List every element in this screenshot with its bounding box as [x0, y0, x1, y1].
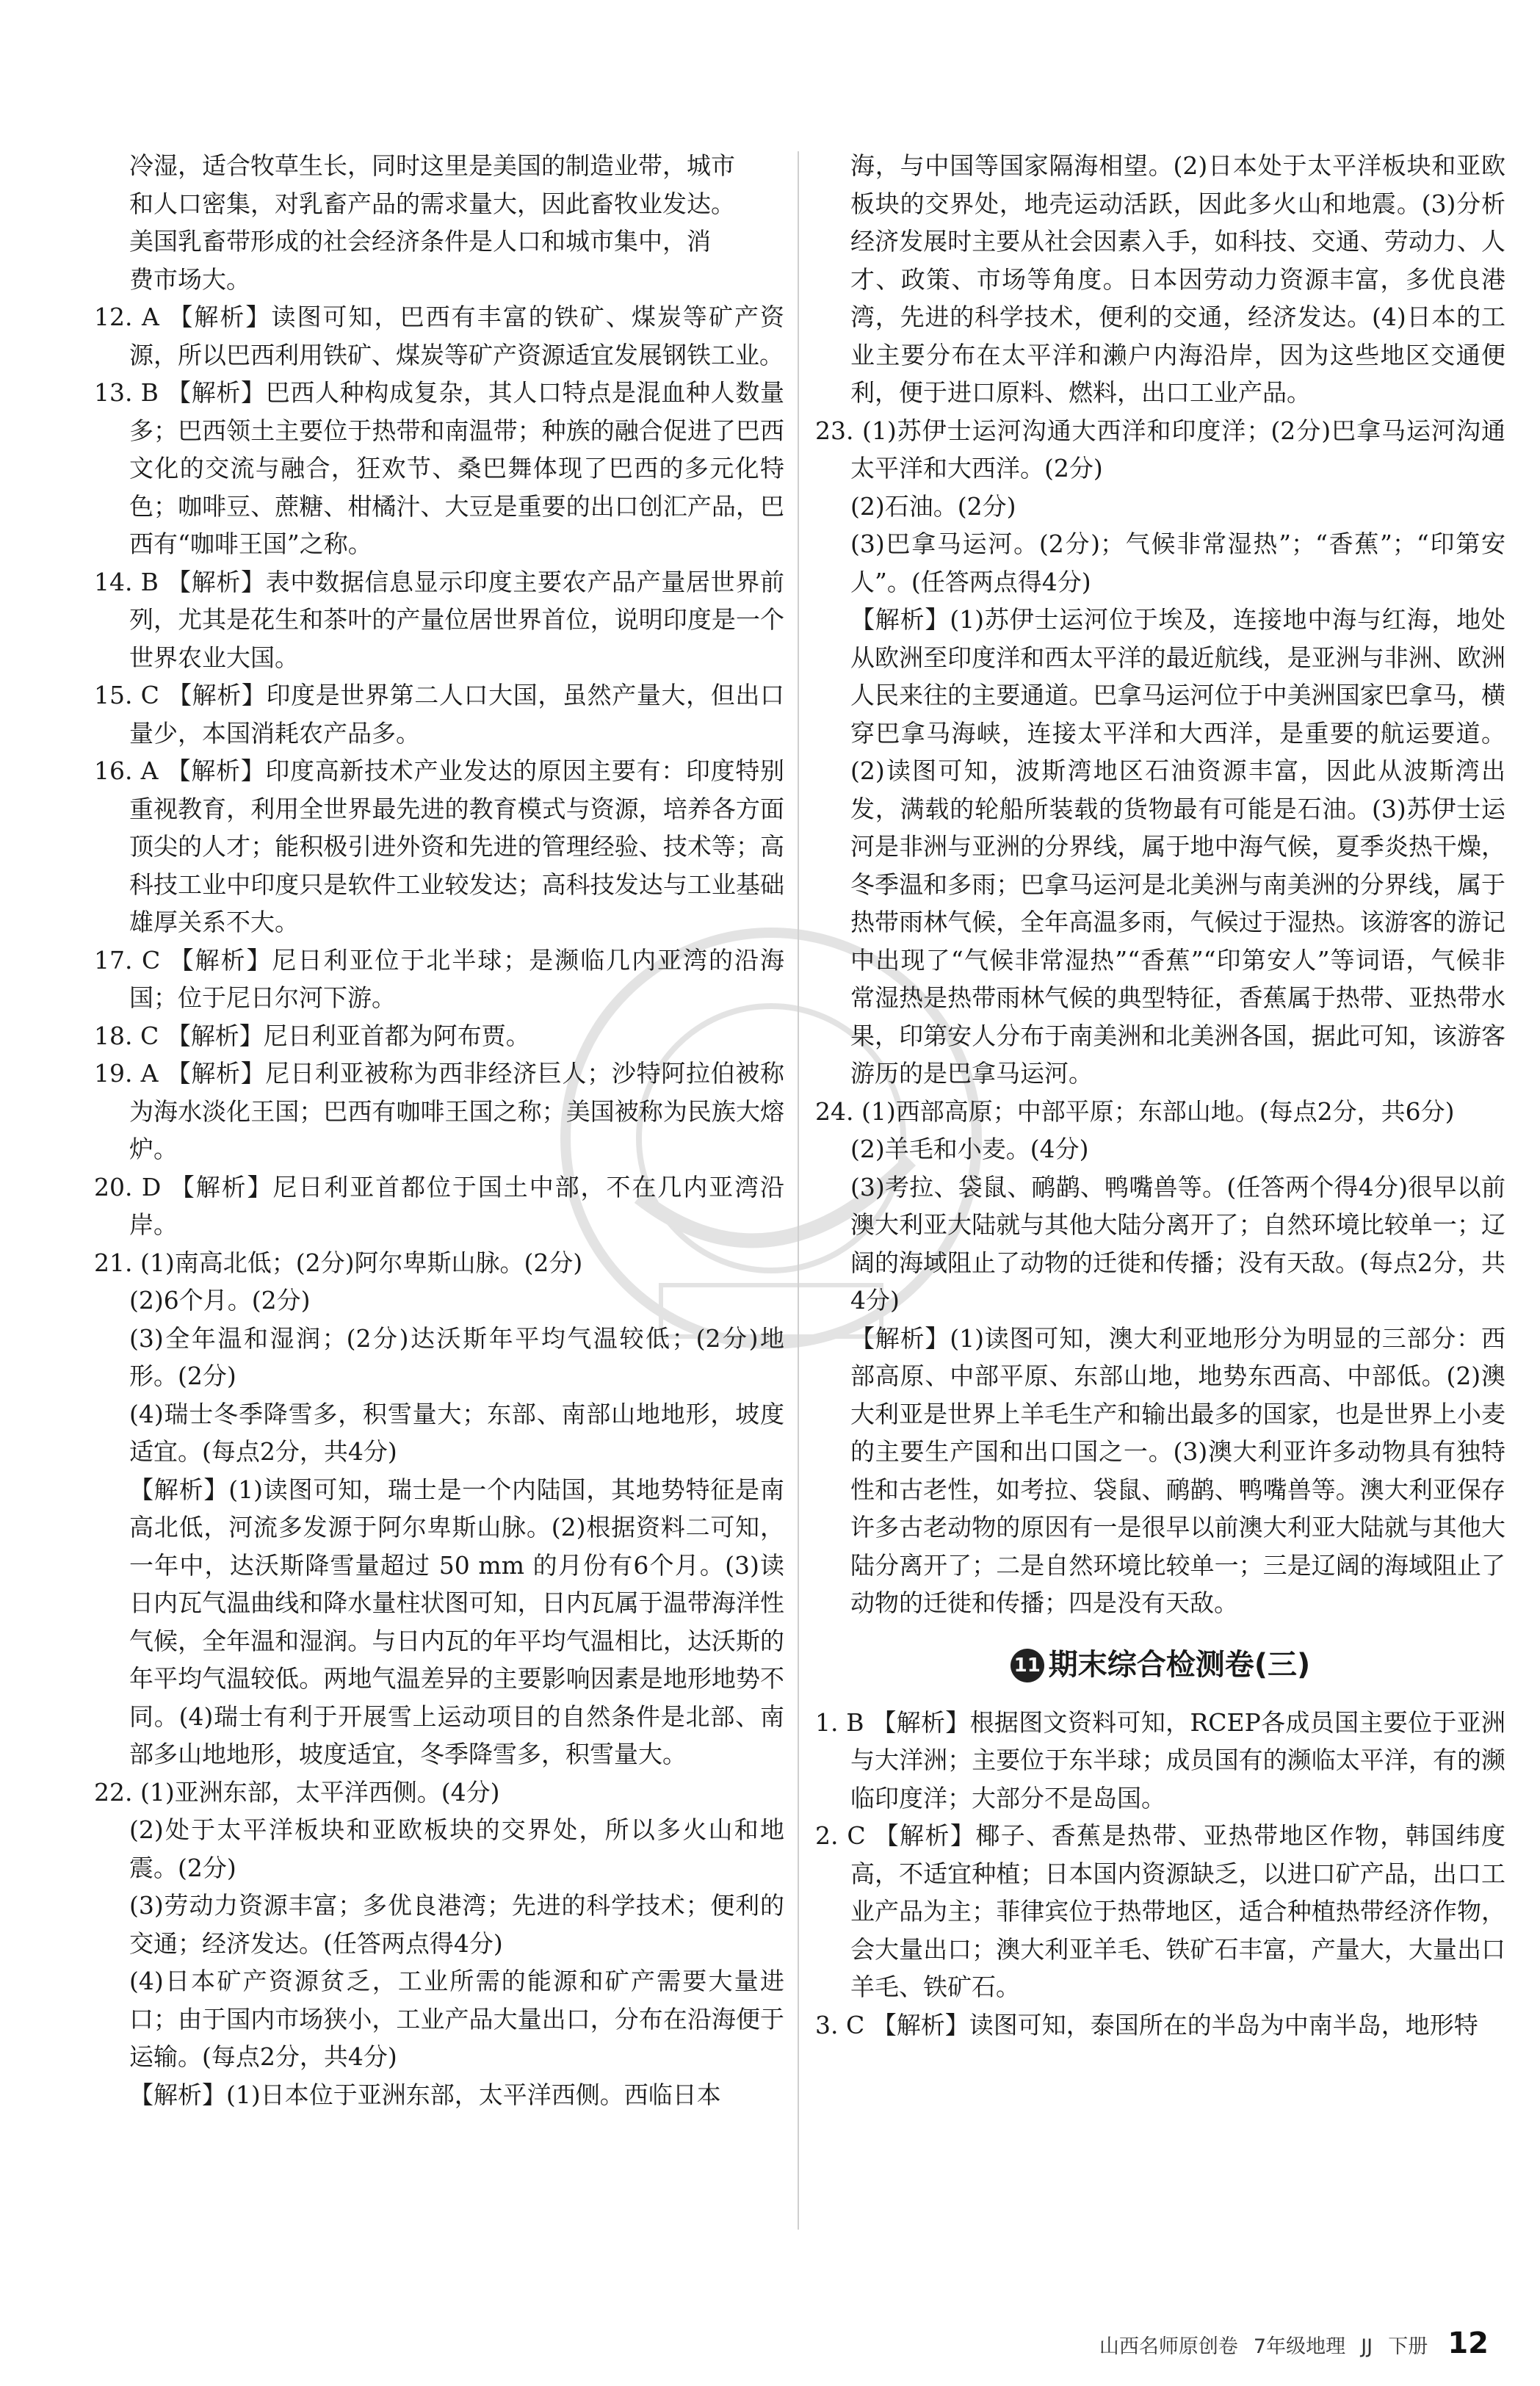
answer-paragraph: 费市场大。 [129, 264, 250, 294]
answer-paragraph: 1. B 【解析】根据图文资料可知，RCEP各成员国主要位于亚洲与大洋洲；主要位于东半球；成员国有的濒临太平洋，有的濒临印度洋；大部分不是岛国。 [815, 1707, 1505, 1812]
answer-paragraph: 12. A 【解析】读图可知，巴西有丰富的铁矿、煤炭等矿产资源，所以巴西利用铁矿、煤炭等矿产资源适宜发展钢铁工业。 [94, 303, 784, 369]
page-number: 12 [1447, 2327, 1489, 2360]
answer-paragraph: (2)羊毛和小麦。(4分) [850, 1135, 1089, 1163]
footer-volume: 下册 [1388, 2335, 1428, 2358]
answer-paragraph: 15. C 【解析】印度是世界第二人口大国，虽然产量大，但出口量少，本国消耗农产品多。 [94, 681, 784, 748]
answer-paragraph: 18. C 【解析】尼日利亚首都为阿布贾。 [94, 1021, 530, 1050]
answer-paragraph: 【解析】(1)苏伊士运河位于埃及，连接地中海与红海，地处从欧洲至印度洋和西太平洋的最近航线，是亚洲与非洲、欧洲人民来往的主要通道。巴拿马运河位于中美洲国家巴拿马，横穿巴拿马海峡，连接太平洋和大西洋，是重要的航运要道。(2)读图可知，波斯湾地区石油资源丰富，因此从波斯湾出发，满载的轮船所装载的货物最有可能是石油。(3)苏伊士运河是非洲与亚洲的分界线，属于地中海气候，夏季炎热干燥，冬季温和多雨；巴拿马运河是北美洲与南美洲的分界线，属于热带雨林气候，全年高温多雨，气候过于湿热。该游客的游记中出现了“气候非常湿热”“香蕉”“印第安人”等词语，气候非常湿热是热带雨林气候的典型特征，香蕉属于热带、亚热带水果，印第安人分布于南美洲和北美洲各国，据此可知，该游客游历的是巴拿马运河。 [850, 605, 1505, 1088]
answer-paragraph: (4)日本矿产资源贫乏，工业所需的能源和矿产需要大量进口；由于国内市场狭小，工业产品大量出口，分布在沿海便于运输。(每点2分，共4分) [129, 1967, 784, 2071]
answer-paragraph: 17. C 【解析】尼日利亚位于北半球；是濒临几内亚湾的沿海国；位于尼日尔河下游。 [94, 945, 784, 1012]
answer-paragraph: 16. A 【解析】印度高新技术产业发达的原因主要有：印度特别重视教育，利用全世界最先进的教育模式与资源，培养各方面顶尖的人才；能积极引进外资和先进的管理经验、技术等；高科技工业中印度只是软件工业较发达；高科技发达与工业基础雄厚关系不大。 [94, 756, 784, 936]
answer-paragraph: 2. C 【解析】椰子、香蕉是热带、亚热带地区作物，韩国纬度高，不适宜种植；日本国内资源缺乏，以进口矿产品，出口工业产品为主；菲律宾位于热带地区，适合种植热带经济作物，会大量出口；澳大利亚羊毛、铁矿石丰富，产量大，大量出口羊毛、铁矿石。 [815, 1821, 1505, 2001]
answer-paragraph: 23. (1)苏伊士运河沟通大西洋和印度洋；(2分)巴拿马运河沟通太平洋和大西洋。(2分) [815, 416, 1505, 482]
answer-paragraph: (4)瑞士冬季降雪多，积雪量大；东部、南部山地地形，坡度适宜。(每点2分，共4分) [129, 1399, 784, 1466]
answer-paragraph: (3)全年温和湿润；(2分)达沃斯年平均气温较低；(2分)地形。(2分) [129, 1323, 784, 1390]
footer-edition: JJ [1361, 2335, 1373, 2358]
answer-paragraph: 13. B 【解析】巴西人种构成复杂，其人口特点是混血种人数量多；巴西领土主要位于热带和南温带；种族的融合促进了巴西文化的交流与融合，狂欢节、桑巴舞体现了巴西的多元化特色；咖啡豆、蔗糖、柑橘汁、大豆是重要的出口创汇产品，巴西有“咖啡王国”之称。 [94, 378, 784, 558]
answer-paragraph: (2)6个月。(2分) [129, 1286, 311, 1315]
answer-paragraph: 20. D 【解析】尼日利亚首都位于国土中部，不在几内亚湾沿岸。 [94, 1172, 784, 1239]
footer-grade: 7年级地理 [1253, 2335, 1346, 2358]
answer-paragraph: 【解析】(1)读图可知，瑞士是一个内陆国，其地势特征是南高北低，河流多发源于阿尔卑斯山脉。(2)根据资料二可知，一年中，达沃斯降雪量超过 50 mm 的月份有6个月。(3)读日内瓦气温曲线和降水量柱状图可知，日内瓦属于温带海洋性气候，全年温和湿润。与日内瓦的年平均气温相比，达沃斯的年平均气温较低。两地气温差异的主要影响因素是地形地势不同。(4)瑞士有利于开展雪上运动项目的自然条件是北部、南部多山地地形，坡度适宜，冬季降雪多，积雪量大。 [129, 1475, 784, 1768]
section-heading [815, 1641, 1505, 1683]
left-column [94, 147, 784, 2114]
footer-series: 山西名师原创卷 [1099, 2335, 1238, 2358]
section-number-badge: 11 [1011, 1649, 1044, 1682]
answer-paragraph: 【解析】(1)读图可知，澳大利亚地形分为明显的三部分：西部高原、中部平原、东部山地，地势东西高、中部低。(2)澳大利亚是世界上羊毛生产和输出最多的国家，也是世界上小麦的主要生产国和出口国之一。(3)澳大利亚许多动物具有独特性和古老性，如考拉、袋鼠、鸸鹋、鸭嘴兽等。澳大利亚保存许多古老动物的原因有一是很早以前澳大利亚大陆就与其他大陆分离开了；二是自然环境比较单一；三是辽阔的海域阻止了动物的迁徙和传播；四是没有天敌。 [850, 1323, 1505, 1617]
answer-paragraph: 美国乳畜带形成的社会经济条件是人口和城市集中，消 [129, 227, 711, 256]
answer-paragraph: (2)石油。(2分) [850, 491, 1016, 521]
answer-paragraph: (3)考拉、袋鼠、鸸鹋、鸭嘴兽等。(任答两个得4分)很早以前澳大利亚大陆就与其他大陆分离开了；自然环境比较单一；辽阔的海域阻止了动物的迁徙和传播；没有天敌。(每点2分，共4分) [850, 1172, 1505, 1315]
answer-paragraph: 【解析】(1)日本位于亚洲东部，太平洋西侧。西临日本 [129, 2080, 721, 2109]
answer-paragraph: 14. B 【解析】表中数据信息显示印度主要农产品产量居世界前列，尤其是花生和茶叶的产量位居世界首位，说明印度是一个世界农业大国。 [94, 567, 784, 672]
section-title: 期末综合检测卷(三) [1048, 1647, 1311, 1682]
answer-paragraph: 冷湿，适合牧草生长，同时这里是美国的制造业带，城市 [129, 151, 735, 180]
answer-paragraph: 3. C 【解析】读图可知，泰国所在的半岛为中南半岛，地形特 [815, 2010, 1478, 2039]
answer-paragraph: 22. (1)亚洲东部，太平洋西侧。(4分) [94, 1777, 500, 1807]
answer-paragraph: 24. (1)西部高原；中部平原；东部山地。(每点2分，共6分) [815, 1096, 1455, 1126]
answer-paragraph: (2)处于太平洋板块和亚欧板块的交界处，所以多火山和地震。(2分) [129, 1815, 784, 1882]
answer-paragraph: 海，与中国等国家隔海相望。(2)日本处于太平洋板块和亚欧板块的交界处，地壳运动活跃，因此多火山和地震。(3)分析经济发展时主要从社会因素入手，如科技、交通、劳动力、人才、政策、市场等角度。日本因劳动力资源丰富，多优良港湾，先进的科学技术，便利的交通，经济发达。(4)日本的工业主要分布在太平洋和濑户内海沿岸，因为这些地区交通便利，便于进口原料、燃料，出口工业产品。 [850, 151, 1505, 407]
answer-paragraph: (3)巴拿马运河。(2分)；气候非常湿热”；“香蕉”；“印第安人”。(任答两点得4分) [850, 529, 1505, 596]
right-column [815, 147, 1505, 2044]
answer-paragraph: 和人口密集，对乳畜产品的需求量大，因此畜牧业发达。 [129, 189, 735, 218]
answer-paragraph: 19. A 【解析】尼日利亚被称为西非经济巨人；沙特阿拉伯被称为海水淡化王国；巴西有咖啡王国之称；美国被称为民族大熔炉。 [94, 1059, 784, 1163]
answer-paragraph: 21. (1)南高北低；(2分)阿尔卑斯山脉。(2分) [94, 1248, 583, 1277]
answer-paragraph: (3)劳动力资源丰富；多优良港湾；先进的科学技术；便利的交通；经济发达。(任答两点得4分) [129, 1891, 784, 1958]
page-footer [1088, 2327, 1489, 2360]
column-divider [798, 151, 799, 2230]
